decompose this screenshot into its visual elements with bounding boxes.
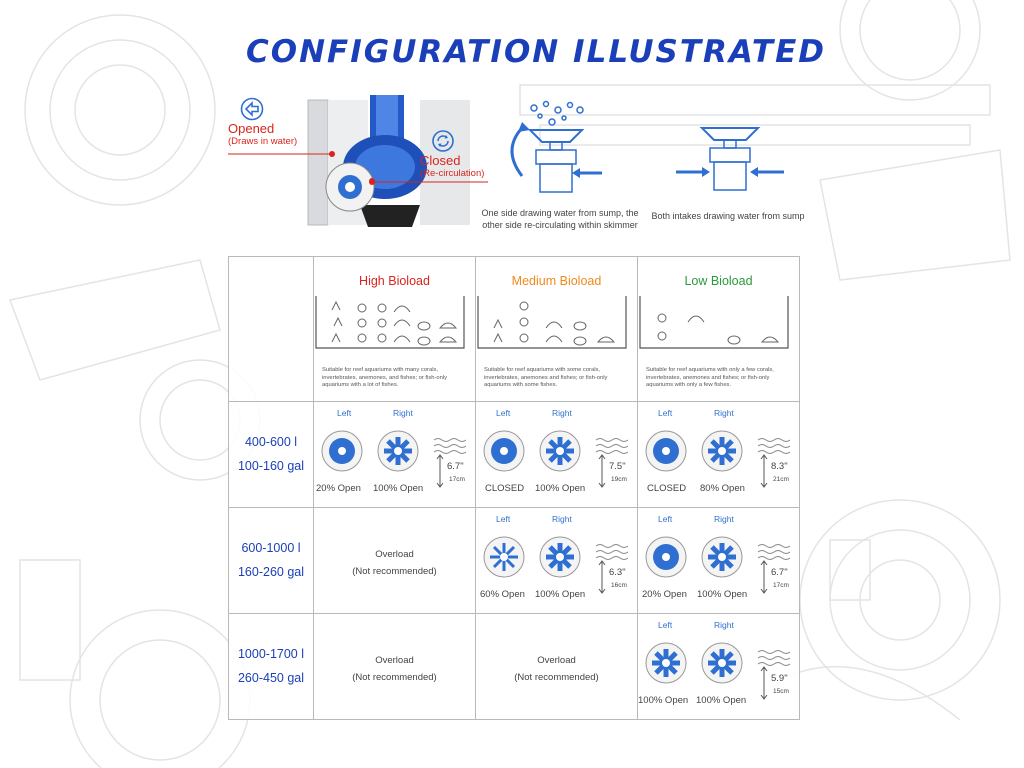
left-opening: 20% Open: [642, 589, 687, 600]
one-side-intake-diagram: [500, 98, 620, 202]
bioload-medium-description: Suitable for reef aquariums with some corals, invertebrates, anemones and fishes; or fish-only aquariums with some fishes.: [484, 367, 608, 388]
left-knob-label: Left: [658, 408, 673, 418]
size-liters: 400-600 l: [244, 435, 298, 449]
setting-cell: [476, 402, 638, 508]
setting-cell: [638, 508, 800, 614]
bioload-high-title: High Bioload: [359, 274, 430, 288]
height-arrow-icon: [760, 454, 768, 488]
water-height-inches: 8.3": [771, 461, 788, 472]
height-arrow-icon: [760, 666, 768, 700]
left-opening: 100% Open: [638, 695, 689, 706]
right-opening: 100% Open: [696, 695, 747, 706]
height-arrow-icon: [436, 454, 444, 488]
page-title: CONFIGURATION ILLUSTRATED: [246, 34, 826, 70]
size-liters: 600-1000 l: [241, 541, 301, 555]
right-valve-knob-icon: [700, 535, 744, 579]
overload-label: Overload: [375, 549, 414, 560]
right-valve-knob-icon: [700, 641, 744, 685]
overload-cell: [476, 614, 638, 720]
overload-note: (Not recommended): [352, 672, 437, 683]
high-bioload-tank-icon: [314, 296, 466, 350]
closed-sublabel: (Re-circulation): [420, 168, 485, 179]
opened-pointer-line: [228, 148, 338, 162]
water-height-cm: 17cm: [773, 582, 789, 589]
water-height-cm: 21cm: [773, 476, 789, 483]
left-valve-knob-icon: [482, 429, 526, 473]
both-intakes-diagram: [670, 124, 790, 204]
left-valve-knob-icon: [320, 429, 364, 473]
bioload-high-cell: [314, 257, 476, 402]
valve-setting: [638, 614, 799, 719]
overload-note: (Not recommended): [514, 672, 599, 683]
water-height-inches: 7.5": [609, 461, 626, 472]
one-side-caption-line2: other side re-circulating within skimmer: [482, 220, 638, 230]
opened-callout: [228, 121, 297, 147]
right-knob-label: Right: [552, 408, 572, 418]
bioload-header-row: [229, 257, 800, 402]
height-arrow-icon: [598, 454, 606, 488]
right-valve-knob-icon: [376, 429, 420, 473]
right-opening: 100% Open: [697, 589, 748, 600]
right-knob-label: Right: [714, 408, 734, 418]
setting-cell: [314, 402, 476, 508]
bioload-high-description: Suitable for reef aquariums with many corals, invertebrates, anemones, and fishes; or fish-only aquariums with a lot of fishes.: [322, 367, 448, 388]
right-valve-knob-icon: [538, 429, 582, 473]
bioload-low-cell: [638, 257, 800, 402]
right-knob-label: Right: [393, 408, 413, 418]
recirculation-icon: [432, 130, 454, 152]
right-knob-label: Right: [714, 620, 734, 630]
overload-label: Overload: [537, 655, 576, 666]
right-opening: 80% Open: [700, 483, 745, 494]
left-opening: CLOSED: [647, 483, 687, 494]
water-height-inches: 5.9": [771, 673, 788, 684]
low-bioload-tank-icon: [638, 296, 790, 350]
overload-cell: [314, 614, 476, 720]
size-liters: 1000-1700 l: [237, 647, 305, 661]
right-valve-knob-icon: [700, 429, 744, 473]
valve-setting: [314, 402, 475, 507]
right-knob-label: Right: [552, 514, 572, 524]
left-opening: 20% Open: [316, 483, 361, 494]
left-valve-knob-icon: [644, 535, 688, 579]
overload-note: (Not recommended): [352, 566, 437, 577]
medium-bioload-tank-icon: [476, 296, 628, 350]
water-height-cm: 17cm: [449, 476, 465, 483]
water-height-inches: 6.7": [447, 461, 464, 472]
overload-label: Overload: [375, 655, 414, 666]
size-row-400-600: [229, 402, 800, 508]
left-valve-knob-icon: [644, 641, 688, 685]
size-label-cell: [229, 402, 314, 508]
water-height-cm: 19cm: [611, 476, 627, 483]
size-gallons: 100-160 gal: [237, 459, 305, 473]
right-knob-label: Right: [714, 514, 734, 524]
height-arrow-icon: [760, 560, 768, 594]
overload-cell: [314, 508, 476, 614]
valve-setting: [638, 402, 799, 507]
bioload-low-description: Suitable for reef aquariums with only a few corals, invertebrates, anemones and fishes; or fish-only aquariums with only a few fishes.: [646, 367, 774, 388]
water-height-inches: 6.3": [609, 567, 626, 578]
valve-setting: [476, 402, 637, 507]
closed-pointer-line: [368, 178, 490, 190]
bioload-low-title: Low Bioload: [684, 274, 753, 288]
bioload-medium-cell: [476, 257, 638, 402]
size-row-600-1000: [229, 508, 800, 614]
right-opening: 100% Open: [535, 589, 586, 600]
water-height-inches: 6.7": [771, 567, 788, 578]
left-opening: 60% Open: [480, 589, 525, 600]
size-gallons: 160-260 gal: [237, 565, 305, 579]
size-label-cell: [229, 508, 314, 614]
both-intakes-caption: Both intakes drawing water from sump: [651, 211, 805, 221]
setting-cell: [638, 402, 800, 508]
opened-icon: [240, 97, 264, 121]
one-side-caption-line1: One side drawing water from sump, the: [481, 208, 639, 218]
opened-label: Opened: [228, 121, 275, 136]
left-valve-knob-icon: [644, 429, 688, 473]
height-arrow-icon: [598, 560, 606, 594]
size-gallons: 260-450 gal: [237, 671, 305, 685]
right-valve-knob-icon: [538, 535, 582, 579]
right-opening: 100% Open: [535, 483, 586, 494]
closed-label: Closed: [420, 153, 461, 168]
size-label-cell: [229, 614, 314, 720]
closed-callout: [420, 153, 484, 179]
one-side-caption: [480, 207, 640, 231]
left-valve-knob-icon: [482, 535, 526, 579]
left-opening: CLOSED: [485, 483, 525, 494]
water-height-cm: 16cm: [611, 582, 627, 589]
bioload-medium-title: Medium Bioload: [511, 274, 602, 288]
size-row-1000-1700: [229, 614, 800, 720]
opened-sublabel: (Draws in water): [228, 136, 298, 147]
left-knob-label: Left: [337, 408, 352, 418]
left-knob-label: Left: [496, 514, 511, 524]
configuration-table: [228, 256, 800, 720]
setting-cell: [476, 508, 638, 614]
setting-cell: [638, 614, 800, 720]
corner-cell: [229, 257, 314, 402]
valve-setting: [638, 508, 799, 613]
water-height-cm: 15cm: [773, 688, 789, 695]
valve-setting: [476, 508, 637, 613]
left-knob-label: Left: [658, 620, 673, 630]
left-knob-label: Left: [658, 514, 673, 524]
right-opening: 100% Open: [373, 483, 424, 494]
left-knob-label: Left: [496, 408, 511, 418]
